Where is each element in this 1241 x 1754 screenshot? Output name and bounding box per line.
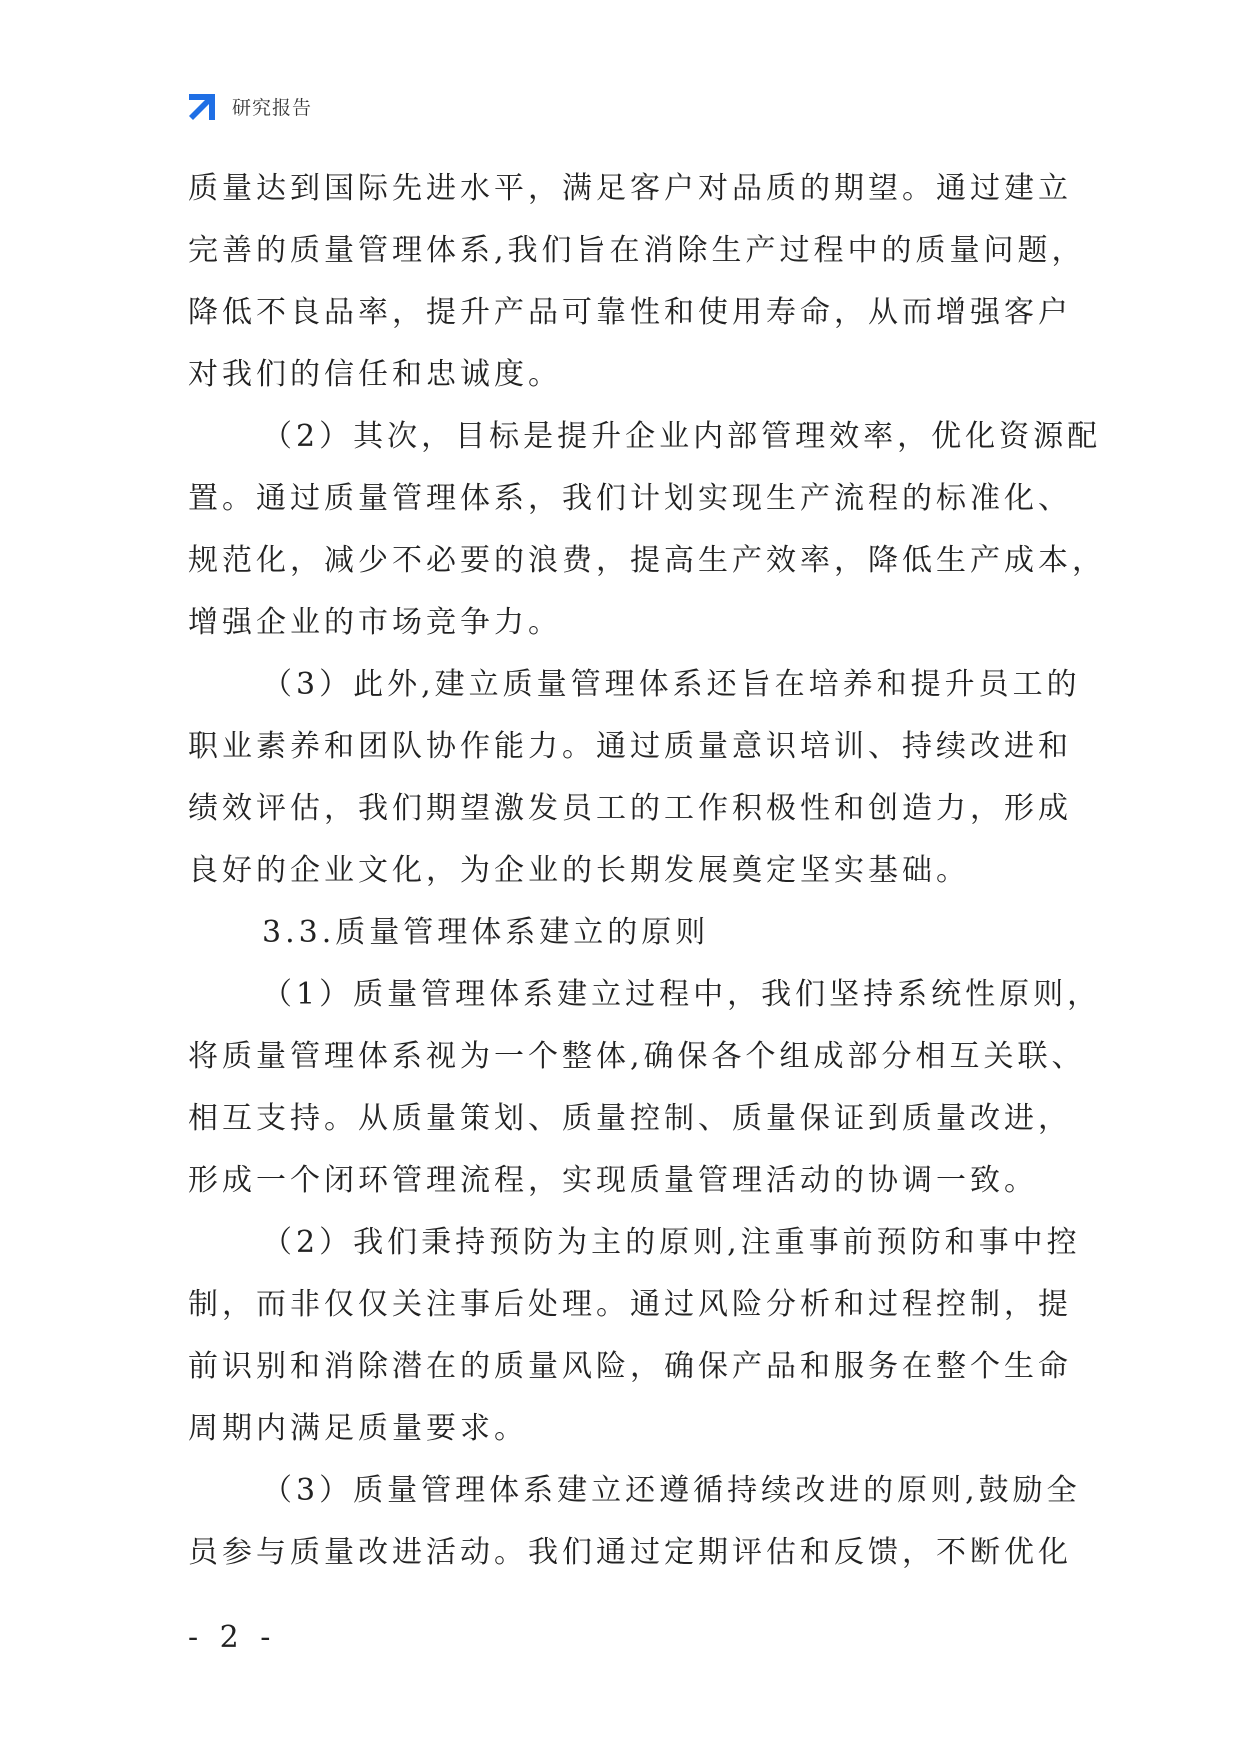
text-line: 前识别和消除潜在的质量风险，确保产品和服务在整个生命 <box>188 1349 1072 1384</box>
page-number: - 2 - <box>188 1620 277 1655</box>
text-line: 质量达到国际先进水平，满足客户对品质的期望。通过建立 <box>188 171 1072 206</box>
text-line: 周期内满足质量要求。 <box>188 1411 528 1446</box>
text-line: 增强企业的市场竞争力。 <box>188 605 562 640</box>
text-line: （2）其次，目标是提升企业内部管理效率，优化资源配 <box>262 419 1102 454</box>
section-heading: 3.3.质量管理体系建立的原则 <box>262 915 710 950</box>
text-line: （2）我们秉持预防为主的原则,注重事前预防和事中控 <box>262 1225 1081 1260</box>
text-line: 良好的企业文化，为企业的长期发展奠定坚实基础。 <box>188 853 970 888</box>
text-line: （1）质量管理体系建立过程中，我们坚持系统性原则， <box>262 977 1102 1012</box>
text-line: （3）此外,建立质量管理体系还旨在培养和提升员工的 <box>262 667 1081 702</box>
text-line: 完善的质量管理体系,我们旨在消除生产过程中的质量问题， <box>188 233 1086 268</box>
text-line: 将质量管理体系视为一个整体,确保各个组成部分相互关联、 <box>188 1039 1086 1074</box>
body-text <box>188 158 1106 1584</box>
header-title: 研究报告 <box>232 96 313 119</box>
text-line: 相互支持。从质量策划、质量控制、质量保证到质量改进， <box>188 1101 1072 1136</box>
text-line: 绩效评估，我们期望激发员工的工作积极性和创造力，形成 <box>188 791 1072 826</box>
text-line: 员参与质量改进活动。我们通过定期评估和反馈，不断优化 <box>188 1535 1072 1570</box>
text-line: 职业素养和团队协作能力。通过质量意识培训、持续改进和 <box>188 729 1072 764</box>
report-header <box>186 86 312 126</box>
text-line: 形成一个闭环管理流程，实现质量管理活动的协调一致。 <box>188 1163 1038 1198</box>
text-line: 制，而非仅仅关注事后处理。通过风险分析和过程控制，提 <box>188 1287 1072 1322</box>
text-line: 对我们的信任和忠诚度。 <box>188 357 562 392</box>
text-line: 置。通过质量管理体系，我们计划实现生产流程的标准化、 <box>188 481 1072 516</box>
text-line: 规范化，减少不必要的浪费，提高生产效率，降低生产成本， <box>188 543 1106 578</box>
text-line: （3）质量管理体系建立还遵循持续改进的原则,鼓励全 <box>262 1473 1081 1508</box>
text-line: 降低不良品率，提升产品可靠性和使用寿命，从而增强客户 <box>188 295 1072 330</box>
arrow-up-right-icon <box>186 89 220 123</box>
